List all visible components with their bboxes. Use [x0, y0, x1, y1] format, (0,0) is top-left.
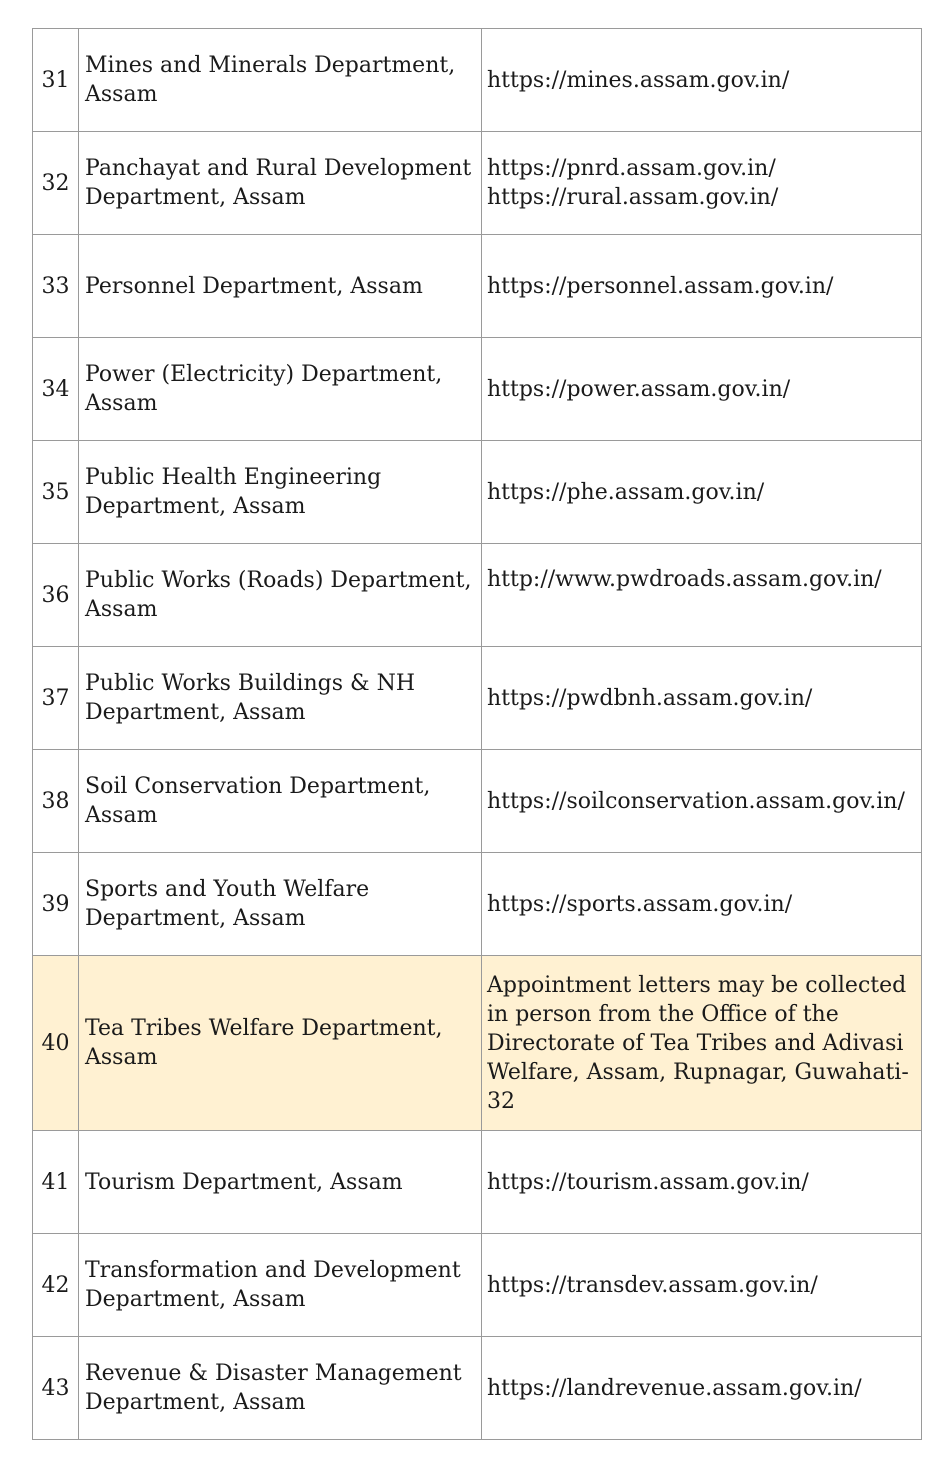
website-link[interactable]: https://soilconservation.assam.gov.in/: [487, 788, 905, 814]
row-number: 35: [33, 441, 79, 544]
department-name: Public Health Engineering Department, Assam: [79, 441, 482, 544]
row-number: 43: [33, 1337, 79, 1440]
department-name: Sports and Youth Welfare Department, Assam: [79, 853, 482, 956]
row-number: 37: [33, 647, 79, 750]
department-name: Revenue & Disaster Management Department, Assam: [79, 1337, 482, 1440]
website-link[interactable]: https://personnel.assam.gov.in/: [487, 273, 834, 299]
department-name: Power (Electricity) Department, Assam: [79, 338, 482, 441]
row-number: 32: [33, 132, 79, 235]
table-row: [33, 750, 922, 853]
department-name: Public Works (Roads) Department, Assam: [79, 544, 482, 647]
row-number: 39: [33, 853, 79, 956]
row-number: 36: [33, 544, 79, 647]
department-name: Tea Tribes Welfare Department, Assam: [79, 956, 482, 1131]
department-name: Public Works Buildings & NH Department, Assam: [79, 647, 482, 750]
website-link[interactable]: https://pwdbnh.assam.gov.in/: [487, 685, 813, 711]
website-link[interactable]: http://www.pwdroads.assam.gov.in/: [487, 567, 882, 592]
table-row: [33, 1131, 922, 1234]
department-name: Tourism Department, Assam: [79, 1131, 482, 1234]
row-number: 38: [33, 750, 79, 853]
table-row: [33, 853, 922, 956]
row-number: 34: [33, 338, 79, 441]
website-link[interactable]: https://rural.assam.gov.in/: [487, 185, 779, 210]
table-row: [33, 647, 922, 750]
table-row: [33, 1234, 922, 1337]
row-number: 42: [33, 1234, 79, 1337]
website-link[interactable]: https://transdev.assam.gov.in/: [487, 1272, 818, 1298]
table-row: [33, 441, 922, 544]
website-link[interactable]: https://landrevenue.assam.gov.in/: [487, 1375, 862, 1401]
collection-note: Appointment letters may be collected in person from the Office of the Directorate of Tea Tribes and Adivasi Welfare, Assam, Rupnagar, Guwahati-32: [482, 956, 922, 1131]
department-name: Mines and Minerals Department, Assam: [79, 29, 482, 132]
table-row-highlighted: [33, 956, 922, 1131]
department-name: Personnel Department, Assam: [79, 235, 482, 338]
row-number: 40: [33, 956, 79, 1131]
website-link[interactable]: https://mines.assam.gov.in/: [487, 67, 790, 93]
table-row: [33, 29, 922, 132]
row-number: 31: [33, 29, 79, 132]
department-name: Panchayat and Rural Development Department, Assam: [79, 132, 482, 235]
row-number: 41: [33, 1131, 79, 1234]
table-row: [33, 235, 922, 338]
table-row: [33, 1337, 922, 1440]
table-row: [33, 338, 922, 441]
department-website-table: [32, 28, 922, 1440]
website-link[interactable]: https://pnrd.assam.gov.in/: [487, 156, 776, 181]
website-link[interactable]: https://power.assam.gov.in/: [487, 376, 791, 402]
department-name: Transformation and Development Department, Assam: [79, 1234, 482, 1337]
website-link[interactable]: https://phe.assam.gov.in/: [487, 479, 765, 505]
website-link[interactable]: https://sports.assam.gov.in/: [487, 891, 793, 917]
row-number: 33: [33, 235, 79, 338]
department-name: Soil Conservation Department, Assam: [79, 750, 482, 853]
website-link[interactable]: https://tourism.assam.gov.in/: [487, 1169, 809, 1195]
table-row: [33, 544, 922, 647]
table-row: [33, 132, 922, 235]
